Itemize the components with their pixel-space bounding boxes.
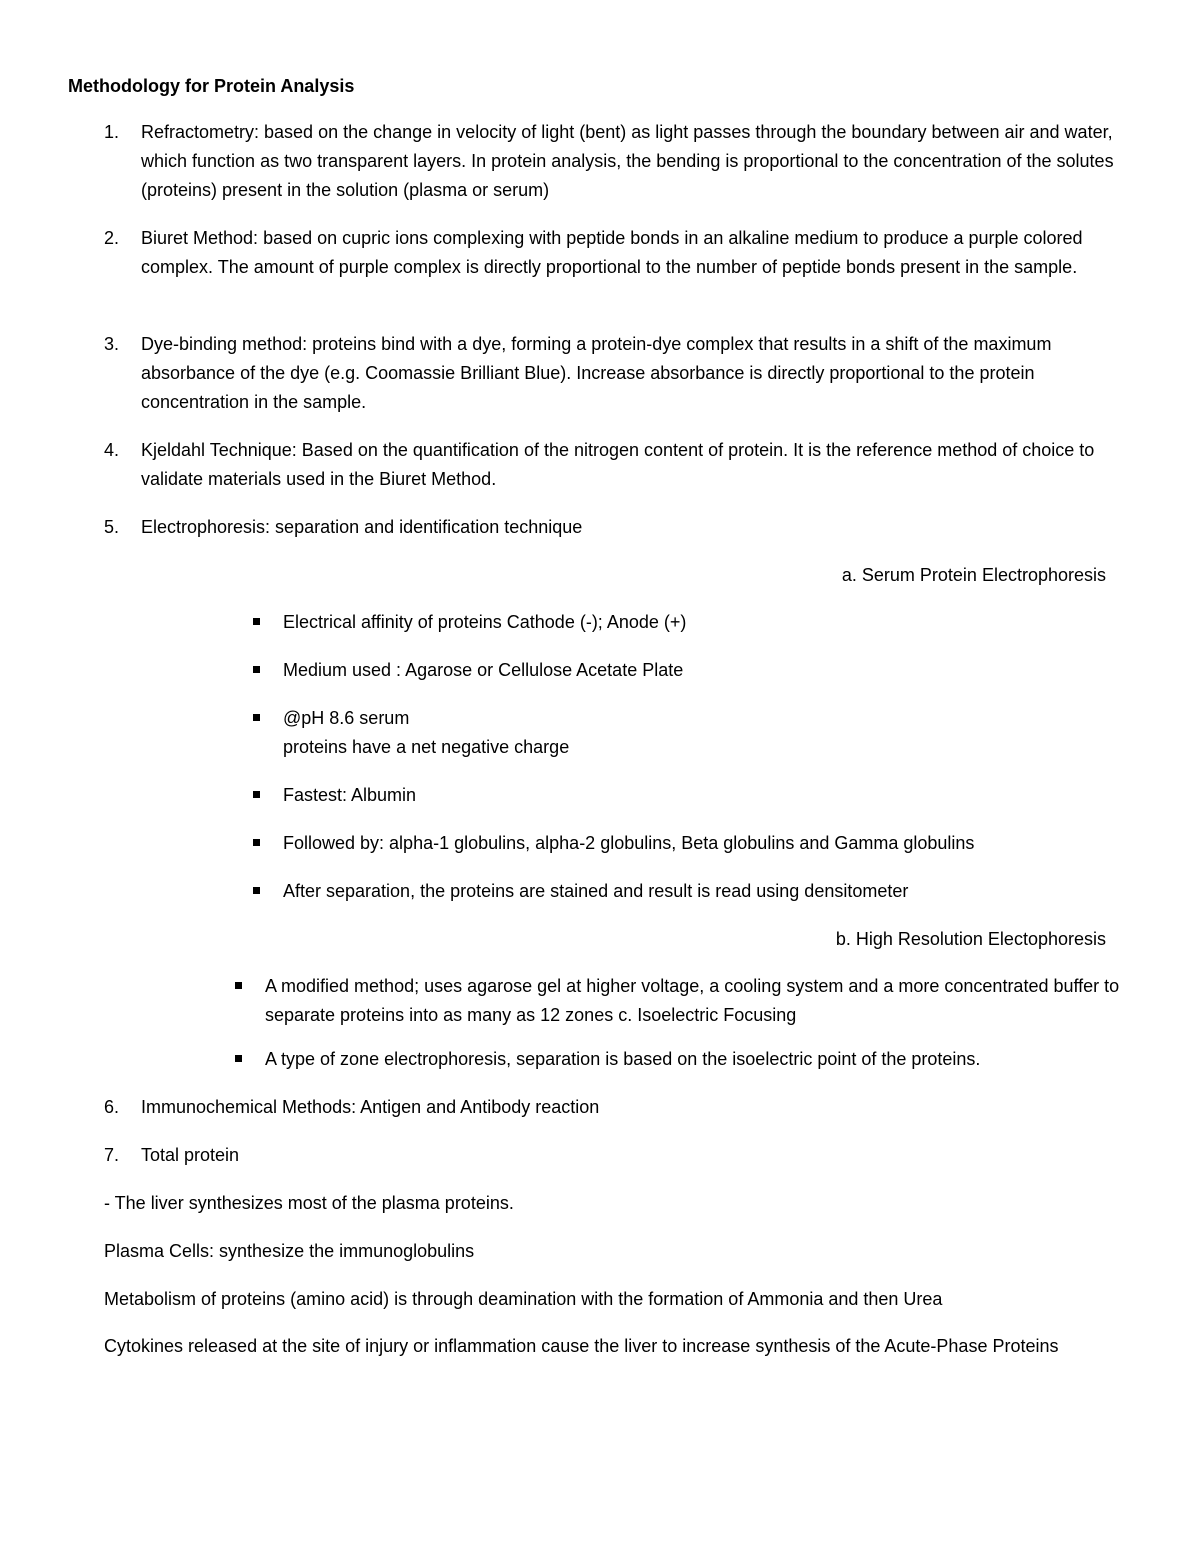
paragraph-metabolism: Metabolism of proteins (amino acid) is through deamination with the formation of Ammonia and then Urea xyxy=(104,1289,943,1309)
bullet-text: Followed by: alpha-1 globulins, alpha-2 globulins, Beta globulins and Gamma globulins xyxy=(283,833,975,853)
list-item-refractometry xyxy=(104,118,1124,205)
item-text: Biuret Method: based on cupric ions complexing with peptide bonds in an alkaline medium to produce a purple colored complex. The amount of purple complex is directly proportional to the number of peptide bonds present in the sample. xyxy=(141,228,1083,277)
square-bullet-icon xyxy=(253,791,260,798)
bullet-item xyxy=(253,877,1113,906)
square-bullet-icon xyxy=(253,618,260,625)
item-number: 2. xyxy=(104,228,120,248)
item-text: Dye-binding method: proteins bind with a dye, forming a protein-dye complex that results in a shift of the maximum absorbance of the dye (e.g. Coomassie Brilliant Blue). Increase absorbance is directly proportional to the protein concentration in the sample. xyxy=(141,334,1052,412)
bullet-item xyxy=(253,829,1113,858)
square-bullet-icon xyxy=(235,982,242,989)
bullet-text: Medium used : Agarose or Cellulose Acetate Plate xyxy=(283,660,684,680)
square-bullet-icon xyxy=(253,714,260,721)
bullet-text: Fastest: Albumin xyxy=(283,785,417,805)
page-title: Methodology for Protein Analysis xyxy=(68,76,355,96)
bullet-text-line: proteins have a net negative charge xyxy=(283,737,570,757)
item-number: 5. xyxy=(104,517,120,537)
bullet-item xyxy=(253,608,1113,637)
square-bullet-icon xyxy=(253,839,260,846)
serum-electrophoresis-heading: a. Serum Protein Electrophoresis xyxy=(841,565,1106,585)
item-number: 4. xyxy=(104,440,120,460)
bullet-item xyxy=(235,972,1125,1030)
item-number: 3. xyxy=(104,334,120,354)
item-number: 7. xyxy=(104,1145,120,1165)
item-number: 1. xyxy=(104,122,120,142)
bullet-item xyxy=(253,781,1113,810)
square-bullet-icon xyxy=(253,887,260,894)
bullet-item xyxy=(235,1045,1125,1074)
item-number: 6. xyxy=(104,1097,120,1117)
bullet-text: After separation, the proteins are stained and result is read using densitometer xyxy=(283,881,909,901)
list-item-biuret xyxy=(104,224,1124,282)
list-item-dye-binding xyxy=(104,330,1124,417)
list-item-electrophoresis xyxy=(104,513,1124,542)
square-bullet-icon xyxy=(253,666,260,673)
item-text: Electrophoresis: separation and identification technique xyxy=(141,517,583,537)
bullet-text xyxy=(283,704,1113,762)
list-item-immunochemical xyxy=(104,1093,1124,1122)
square-bullet-icon xyxy=(235,1055,242,1062)
paragraph-plasma-cells: Plasma Cells: synthesize the immunoglobulins xyxy=(104,1241,475,1261)
bullet-text: Electrical affinity of proteins Cathode (-); Anode (+) xyxy=(283,612,687,632)
paragraph-cytokines: Cytokines released at the site of injury or inflammation cause the liver to increase synthesis of the Acute-Phase Proteins xyxy=(104,1336,1059,1356)
high-resolution-heading: b. High Resolution Electophoresis xyxy=(835,929,1106,949)
bullet-text-line: @pH 8.6 serum xyxy=(283,708,410,728)
item-text: Refractometry: based on the change in velocity of light (bent) as light passes through the boundary between air and water, which function as two transparent layers. In protein analysis, the bending is proportional to the concentration of the solutes (proteins) present in the solution (plasma or serum) xyxy=(141,122,1114,200)
paragraph-liver: - The liver synthesizes most of the plasma proteins. xyxy=(104,1193,514,1213)
bullet-item xyxy=(253,656,1113,685)
list-item-kjeldahl xyxy=(104,436,1124,494)
item-text: Kjeldahl Technique: Based on the quantification of the nitrogen content of protein. It is the reference method of choice to validate materials used in the Biuret Method. xyxy=(141,440,1095,489)
item-text: Immunochemical Methods: Antigen and Antibody reaction xyxy=(141,1097,600,1117)
item-text: Total protein xyxy=(141,1145,240,1165)
bullet-text: A modified method; uses agarose gel at higher voltage, a cooling system and a more concentrated buffer to separate proteins into as many as 12 zones c. Isoelectric Focusing xyxy=(265,976,1120,1025)
bullet-item xyxy=(253,704,1113,762)
bullet-text: A type of zone electrophoresis, separation is based on the isoelectric point of the proteins. xyxy=(265,1049,981,1069)
list-item-total-protein xyxy=(104,1141,1124,1170)
